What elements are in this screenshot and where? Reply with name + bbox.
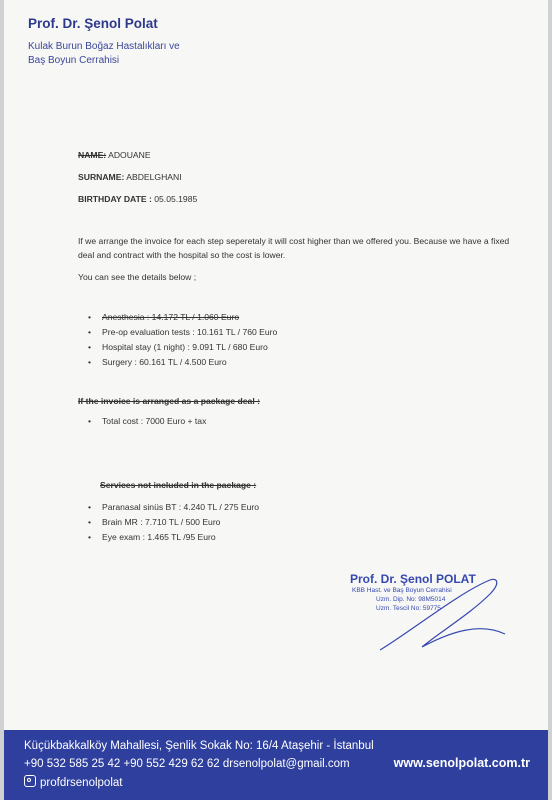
list-item: • Surgery : 60.161 TL / 4.500 Euro bbox=[88, 355, 277, 370]
package-list bbox=[88, 414, 206, 429]
signature-icon bbox=[340, 572, 520, 662]
patient-name-label: NAME: bbox=[78, 150, 107, 160]
patient-name-row bbox=[78, 150, 151, 160]
instagram-handle: profdrsenolpolat bbox=[40, 777, 123, 789]
itemized-cost-list bbox=[88, 310, 277, 370]
patient-surname-row bbox=[78, 172, 182, 182]
list-item: • Brain MR : 7.710 TL / 500 Euro bbox=[88, 515, 259, 530]
doctor-stamp bbox=[340, 572, 520, 613]
list-item: • Hospital stay (1 night) : 9.091 TL / 680 Euro bbox=[88, 340, 277, 355]
stamp-name: Prof. Dr. Şenol POLAT bbox=[350, 572, 476, 586]
patient-surname-label: SURNAME: bbox=[78, 172, 125, 182]
letterhead-footer bbox=[4, 730, 548, 800]
list-item: • Paranasal sinüs BT : 4.240 TL / 275 Euro bbox=[88, 500, 259, 515]
letterhead-specialty-line1: Kulak Burun Boğaz Hastalıkları ve bbox=[28, 41, 180, 52]
bullet-glyph: • bbox=[88, 357, 92, 367]
instagram-icon bbox=[24, 775, 36, 787]
patient-birthday-row bbox=[78, 194, 197, 204]
footer-website: www.senolpolat.com.tr bbox=[393, 756, 530, 770]
bullet-glyph: • bbox=[88, 416, 92, 426]
letterhead-specialty-line2: Baş Boyun Cerrahisi bbox=[28, 55, 120, 66]
package-heading: If the invoice is arranged as a package deal : bbox=[78, 396, 260, 406]
excluded-list bbox=[88, 500, 259, 545]
stamp-line2: Uzm. Dip. No: 98M5014 bbox=[376, 596, 446, 603]
bullet-glyph: • bbox=[88, 517, 92, 527]
bullet-glyph: • bbox=[88, 502, 92, 512]
footer-instagram bbox=[24, 775, 122, 789]
list-item: • Eye exam : 1.465 TL /95 Euro bbox=[88, 530, 259, 545]
list-item: • Total cost : 7000 Euro + tax bbox=[88, 414, 206, 429]
stamp-line1: KBB Hast. ve Baş Boyun Cerrahisi bbox=[352, 587, 452, 594]
excluded-heading: Services not included in the package : bbox=[100, 480, 257, 490]
details-intro: You can see the details below ; bbox=[78, 272, 197, 282]
intro-paragraph: If we arrange the invoice for each step seperetaly it will cost higher than we offered you. Because we have a fixed deal and contract with the hospital so the cost is lower. bbox=[78, 236, 510, 260]
footer-contact: +90 532 585 25 42 +90 552 429 62 62 drsenolpolat@gmail.com bbox=[24, 758, 350, 770]
footer-address: Küçükbakkalköy Mahallesi, Şenlik Sokak No: 16/4 Ataşehir - İstanbul bbox=[24, 740, 374, 752]
stamp-line3: Uzm. Tescil No: 59775 bbox=[376, 605, 441, 612]
list-item: • Pre-op evaluation tests : 10.161 TL / 760 Euro bbox=[88, 325, 277, 340]
letterhead-name: Prof. Dr. Şenol Polat bbox=[28, 16, 158, 31]
patient-surname-value: ABDELGHANI bbox=[126, 172, 182, 182]
bullet-glyph: • bbox=[88, 342, 92, 352]
patient-birthday-value: 05.05.1985 bbox=[154, 194, 198, 204]
bullet-glyph: • bbox=[88, 327, 92, 337]
bullet-glyph: • bbox=[88, 312, 92, 322]
list-item: • Anesthesia : 14.172 TL / 1.060 Euro bbox=[88, 310, 277, 325]
letterhead-specialty bbox=[28, 40, 180, 68]
bullet-glyph: • bbox=[88, 532, 92, 542]
patient-birthday-label: BIRTHDAY DATE : bbox=[78, 194, 152, 204]
patient-name-value: ADOUANE bbox=[108, 150, 151, 160]
letter-page bbox=[4, 0, 548, 800]
